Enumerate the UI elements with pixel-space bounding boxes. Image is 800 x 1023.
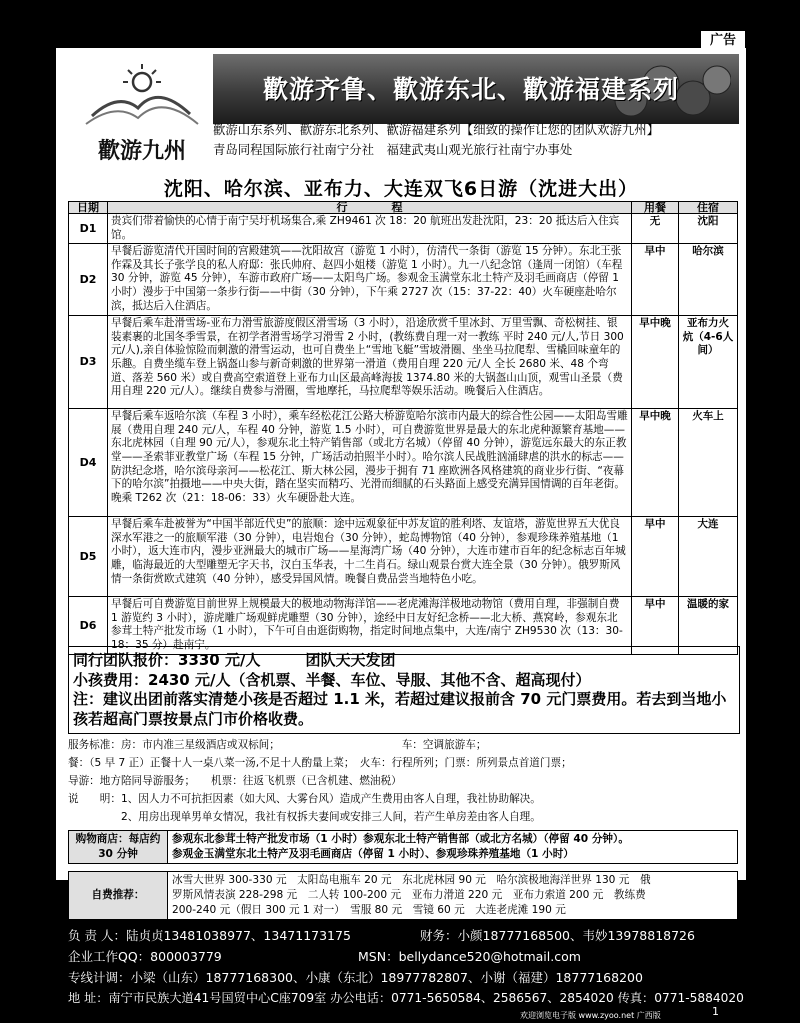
optional-line: 罗斯风情表演 228-298 元 二人转 100-200 元 亚布力滑道 220 元 亚布力索道 200 元 教练费 [172,889,646,901]
day-hotel: 温暖的家 [679,597,738,655]
day-itinerary: 早餐后乘车返哈尔滨（车程 3 小时），乘车经松花江公路大桥游览哈尔滨市内最大的综合性公园——太阳岛雪雕展（费用自理 240 元/人，车程 40 分钟，游览 1.5 小时），可自费游览世界是最大的东北虎种源繁育基地——东北虎林园（自理 90 元/人），参观东北土特产销售部（或北方名城）（停留 40 分钟），游览远东最大的东正教堂——圣索菲亚教堂广场（车程 15 分钟，广场活动拍照半小时）。哈尔滨人民战胜汹涌肆虐的洪水的标志——防洪纪念塔，哈尔滨母亲河——松花江、斯大林公园，漫步于拥有 71 座欧洲各风格建筑的商业步行街、“夜幕下的哈尔滨”拍摄地——中央大街，踏在坚实而精巧、光滑而细腻的石头路面上感受充满异国情调的百年老街。晚乘 T262 次（21：18-06：33）火车硬卧赴大连。 [108,409,632,517]
shopping-label: 购物商店：每店约 30 分钟 [69,831,168,864]
header-hotel: 住宿 [679,202,738,214]
day-label: D5 [69,517,108,597]
day-hotel: 沈阳 [679,214,738,244]
header-itinerary: 行 程 [108,202,632,214]
day-itinerary: 贵宾们带着愉快的心情于南宁吴圩机场集合,乘 ZH9461 次 18：20 航班出发赴沈阳，23：20 抵达后入住宾馆。 [108,214,632,244]
itinerary-row [69,316,738,409]
brochure-page [56,48,746,880]
day-hotel: 火车上 [679,409,738,517]
itinerary-row [69,517,738,597]
itinerary-row [69,244,738,316]
day-hotel: 大连 [679,517,738,597]
day-meal: 早中 [632,517,679,597]
day-itinerary: 早餐后乘车赴被誉为“中国半部近代史”的旅顺：途中远观象征中苏友谊的胜利塔、友谊塔，游览世界五大优良深水军港之一的旅顺军港（30 分钟），电岩炮台（30 分钟），蛇岛博物馆（40 分钟），参观珍珠养殖基地（1 小时），返大连市内，漫步亚洲最大的城市广场——星海湾广场（40 分钟），大连市建市百年的纪念标志百年城雕，临海最近的大型雕塑无字天书，汉白玉华表，十二生肖石。绿山观景台赏大连全景（30 分钟）。俄罗斯风情一条街赏欧式建筑（40 分钟），感受异国风情。晚餐自费品尝当地特色小吃。 [108,517,632,597]
service-line: 餐：（5 早 7 正）正餐十人一桌八菜一汤,不足十人酌量上菜； 火车：行程所列；门票：所列景点首道门票； [68,757,572,769]
company-logo [78,54,206,172]
banner-title: 歡游齐鲁、歡游东北、歡游福建系列 [263,75,680,104]
day-label: D4 [69,409,108,517]
ad-tag: 广告 [700,30,746,52]
footer-lines: 专线计调：小梁（山东）18777168300、小康（东北）18977782807、小谢（福建）18777168200 [68,970,643,985]
shopping-line: 参观东北参茸土特产批发市场（1 小时）参观东北土特产销售部（或北方名城）（停留 40 分钟）。 [172,833,629,845]
day-itinerary: 早餐后游览清代开国时间的宫殿建筑——沈阳故宫（游览 1 小时），仿清代一条街（游览 15 分钟）。东北王张作霖及其长子张学良的私人府邸：张氏帅府、赵四小姐楼（游览 1 小时）。九一八纪念馆（逢周一闭馆）（车程 30 分钟，游览 45 分钟），车游市政府广场——太阳鸟广场。参观金玉满堂东北土特产及羽毛画商店（停留 1 小时）漫步于中国第一条步行街——中街（30 分钟），下午乘 2727 次（15：37-22：40）火车硬座赴哈尔滨，抵达后入住酒店。 [108,244,632,316]
day-meal: 早中 [632,597,679,655]
optional-line: 冰雪大世界 300-330 元 太阳岛电瓶车 20 元 东北虎林园 90 元 哈尔滨极地海洋世界 130 元 俄 [172,874,651,886]
logo-text: 歡游九州 [97,138,187,164]
footer-qq: 企业工作QQ：800003779 [68,949,222,964]
subtitle-agencies: 青岛同程国际旅行社南宁分社 福建武夷山观光旅行社南宁办事处 [213,142,573,157]
price-note: 注：建议出团前落实清楚小孩是否超过 1.1 米，若超过建议报前含 70 元门票费用。若去到当地小孩若超高门票按景点门市价格收费。 [73,690,727,728]
service-line: 2、用房出现单男单女情况，我社有权拆夫妻间或安排三人间，若产生单房差由客人自理。 [68,811,541,823]
optional-fees-table [68,871,738,920]
day-label: D3 [69,316,108,409]
footer-finance: 财务：小颜18777168500、韦妙13978818726 [420,928,695,943]
subtitle-series: 歡游山东系列、歡游东北系列、歡游福建系列【细致的操作让您的团队欢游九州】 [213,122,660,137]
shopping-line: 参观金玉满堂东北土特产及羽毛画商店（停留 1 小时）、参观珍珠养殖基地（1 小时） [172,848,574,860]
service-line: 说 明：1、因人力不可抗拒因素（如大风、大雾台风）造成产生费用由客人自理，我社协助解决。 [68,793,541,805]
header-meal: 用餐 [632,202,679,214]
optional-label: 自费推荐： [69,872,168,920]
day-itinerary: 早餐后可自费游览目前世界上规模最大的极地动物海洋馆——老虎滩海洋极地动物馆（费用自理，非强制自费 1 游览约 3 小时），游虎雕广场观鲜虎雕塑（30 分钟），途经中日友好纪念桥——北大桥、燕窝岭，参观东北参茸土特产批发市场（1 小时），下午可自由逛街购物，指定时间地点集中，大连/南宁 ZH9530 次（13：30-18：35 分）赴南宁。 [108,597,632,655]
day-hotel: 哈尔滨 [679,244,738,316]
pricing-box [68,646,740,734]
optional-row [69,872,738,920]
day-meal: 早中晚 [632,409,679,517]
service-standards [68,736,738,826]
tour-title: 沈阳、哈尔滨、亚布力、大连双飞6日游（沈进大出） [163,178,639,200]
footer-address: 地 址：南宁市民族大道41号国贸中心C座709室 办公电话：0771-5650584、2586567、2854020 传真：0771-5884020 [68,991,744,1005]
optional-line: 200-240 元（假日 300 元 1 对一） 雪服 80 元 雪镜 60 元 大连老虎滩 190 元 [172,904,566,916]
shopping-optional-table [68,830,738,864]
credit-line: 欢迎浏览电子版 www.zyoo.net 广西版 [520,1011,661,1020]
header-day: 日期 [69,202,108,214]
day-meal: 早中晚 [632,316,679,409]
day-label: D1 [69,214,108,244]
service-line: 服务标准：房：市内准三星级酒店或双标间； 车：空调旅游车； [68,739,487,751]
itinerary-header-row [69,202,738,214]
day-hotel: 亚布力火炕（4-6人间） [679,316,738,409]
day-itinerary: 早餐后乘车赴滑雪场-亚布力滑雪旅游度假区滑雪场（3 小时），沿途欣赏千里冰封、万里雪飘、奇松树挂、银装素裹的北国冬季雪景，在初学者滑雪场学习滑雪 2 小时，(教练费自理一对一教练 平时 240 元/人,节日 300 元/人),亲自体验惊险而刺激的滑雪运动，也可自费坐上“雪地飞艇”雪坡滑圈、坐坐马拉爬犁、雪橇回味童年的乐趣。自费坐缆车登上锅盔山参与新奇刺激的世界第一滑道（费用自理 220 元/人 全长 2680 米、48 个弯道、落差 560 米）或自费高空索道登上亚布力山区最高峰海拔 1374.80 米的大锅盔山山顶，观雪山圣景（费用自理 220 元/人）。继续自费参与滑圈，雪地摩托，马拉爬犁等娱乐活动。晚餐后入住酒店。 [108,316,632,409]
day-label: D2 [69,244,108,316]
header-banner [213,54,739,124]
group-price: 同行团队报价：3330 元/人 团队天天发团 [73,651,396,669]
footer-msn: MSN：bellydance520@hotmail.com [358,949,581,964]
itinerary-table [68,201,738,655]
shopping-detail [168,831,738,864]
optional-detail [168,872,738,920]
service-line: 导游：地方陪同导游服务； 机票：往返飞机票（已含机建、燃油税） [68,775,402,787]
child-price: 小孩费用：2430 元/人（含机票、半餐、车位、导服、其他不含、超高现付） [73,671,591,689]
footer-owner: 负 责 人：陆贞贞13481038977、13471173175 [68,928,351,943]
itinerary-row [69,214,738,244]
day-meal: 早中 [632,244,679,316]
page-number: 1 [712,1005,719,1018]
shopping-row [69,831,738,864]
itinerary-row [69,409,738,517]
day-label: D6 [69,597,108,655]
day-meal: 无 [632,214,679,244]
